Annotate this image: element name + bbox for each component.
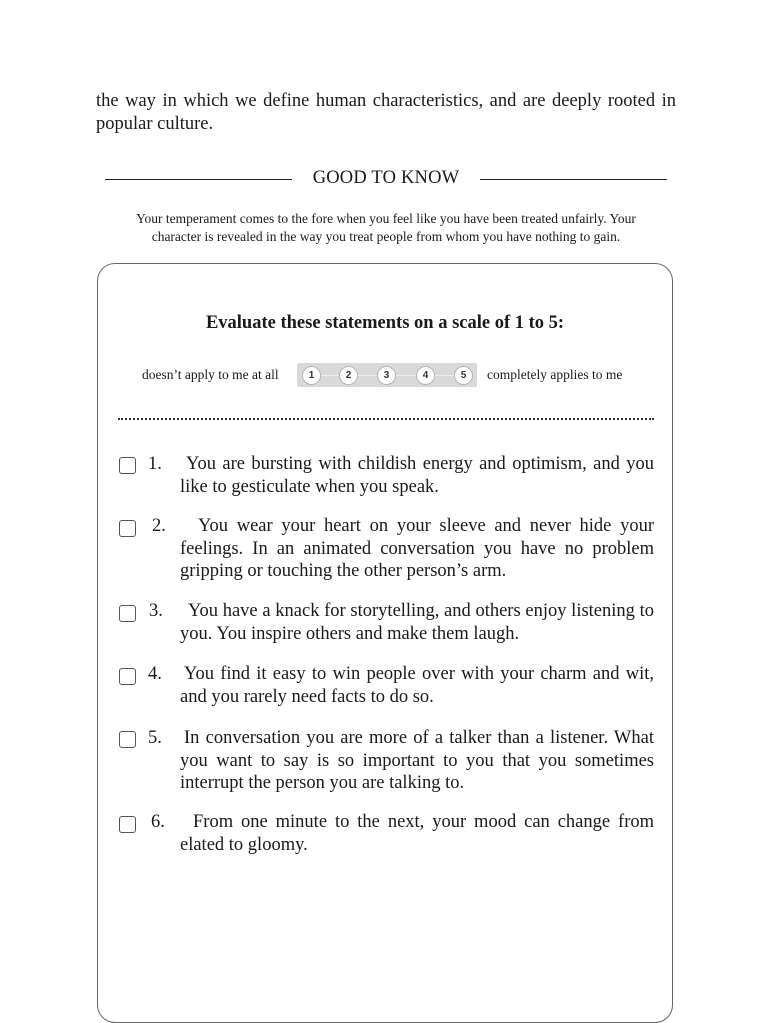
good-to-know-text: Your temperament comes to the fore when you feel like you have been treated unfairly. Your character is revealed in the way you treat people from whom you have nothing to gain. (136, 211, 636, 244)
statement-text-4: You find it easy to win people over with your charm and wit, and you rarely need facts to do so. (180, 664, 654, 707)
statement-text-5: In conversation you are more of a talker than a listener. What you want to say is so important to you that you sometimes interrupt the person you are talking to. (180, 728, 654, 793)
statement-text-6: From one minute to the next, your mood can change from elated to gloomy. (180, 812, 654, 855)
scale-max-label: completely applies to me (487, 367, 623, 382)
statement-checkbox-5[interactable] (119, 731, 136, 748)
scale-point-4: 4 (416, 366, 435, 385)
statement-checkbox-6[interactable] (119, 816, 136, 833)
scale-point-5: 5 (454, 366, 473, 385)
scale-point-1: 1 (302, 366, 321, 385)
statement-text-3: You have a knack for storytelling, and others enjoy listening to you. You inspire others and make them laugh. (180, 601, 654, 644)
evaluation-title: Evaluate these statements on a scale of 1 to 5: (205, 313, 565, 333)
good-to-know-title: GOOD TO KNOW (312, 168, 460, 188)
statement-checkbox-1[interactable] (119, 457, 136, 474)
good-to-know-rule-right (480, 179, 667, 180)
statement-text-2: You wear your heart on your sleeve and never hide your feelings. In an animated conversation you have no problem gripping or touching the other person’s arm. (180, 516, 654, 581)
statement-number-6: 6. (151, 812, 165, 832)
statement-number-4: 4. (148, 664, 162, 684)
dotted-divider (118, 418, 654, 420)
statement-checkbox-4[interactable] (119, 668, 136, 685)
statement-number-5: 5. (148, 728, 162, 748)
scale-point-3: 3 (377, 366, 396, 385)
statement-number-1: 1. (148, 454, 162, 474)
intro-paragraph: the way in which we define human characteristics, and are deeply rooted in popular culture. (96, 91, 676, 134)
rating-scale (297, 363, 477, 387)
statement-checkbox-3[interactable] (119, 605, 136, 622)
good-to-know-rule-left (105, 179, 292, 180)
statement-number-2: 2. (152, 516, 166, 536)
statement-checkbox-2[interactable] (119, 520, 136, 537)
statement-number-3: 3. (149, 601, 163, 621)
statement-text-1: You are bursting with childish energy and optimism, and you like to gesticulate when you speak. (180, 454, 654, 497)
scale-min-label: doesn’t apply to me at all (142, 367, 279, 382)
scale-point-2: 2 (339, 366, 358, 385)
